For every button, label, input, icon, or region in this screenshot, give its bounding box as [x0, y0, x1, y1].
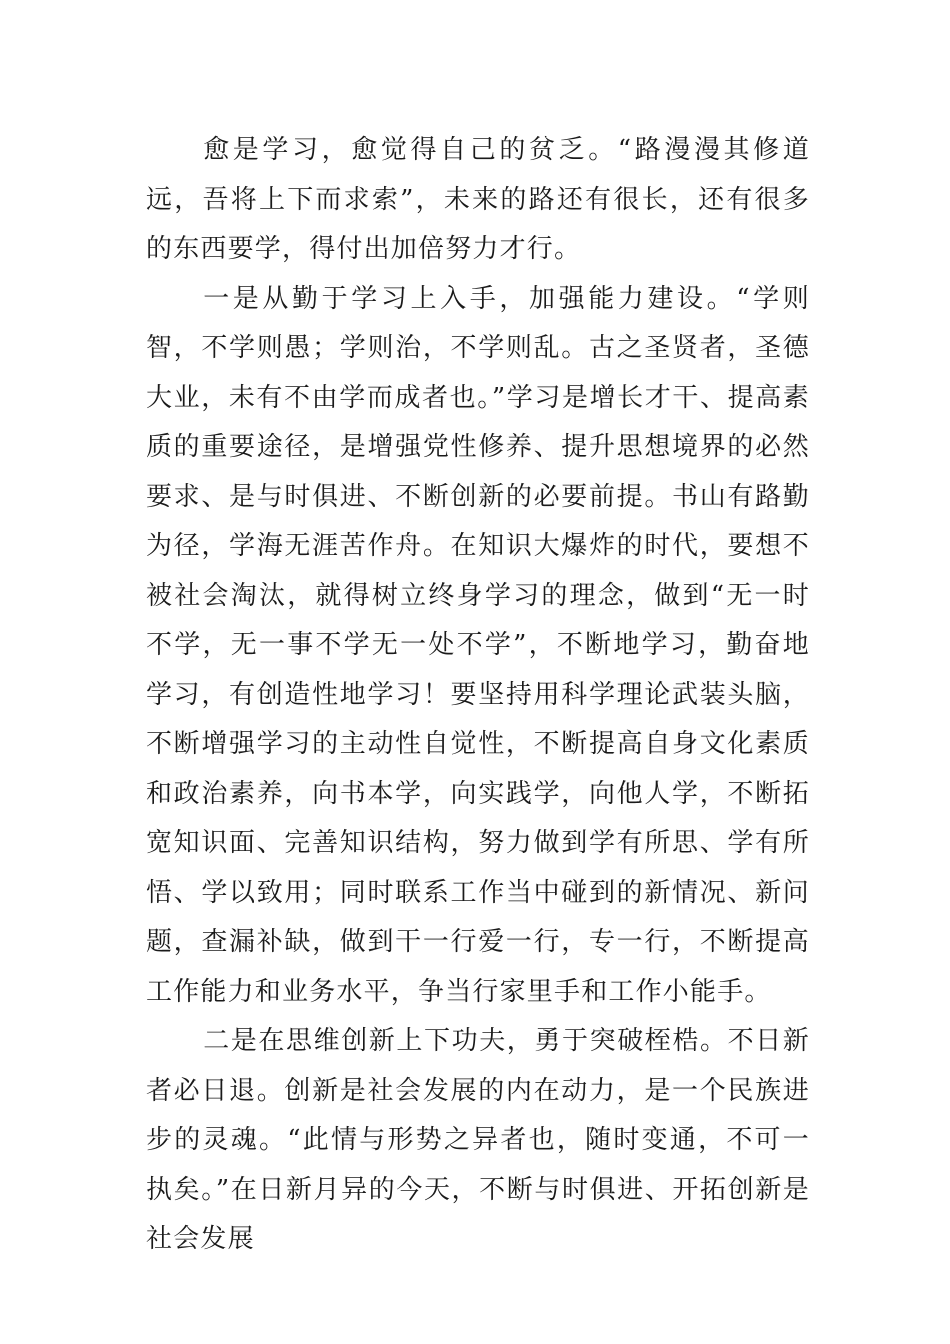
paragraph-3: 二是在思维创新上下功夫，勇于突破桎梏。不日新者必日退。创新是社会发展的内在动力，是一个民族进步的灵魂。“此情与形势之异者也，随时变通，不可一执矣。”在日新月异的今天，不断与时俱进、开拓创新是社会发展 [146, 1026, 810, 1254]
document-body [146, 126, 810, 1265]
paragraph-2: 一是从勤于学习上入手，加强能力建设。“学则智，不学则愚；学则治，不学则乱。古之圣贤者，圣德大业，未有不由学而成者也。”学习是增长才干、提高素质的重要途径，是增强党性修养、提升思想境界的必然要求、是与时俱进、不断创新的必要前提。书山有路勤为径，学海无涯苦作舟。在知识大爆炸的时代，要想不被社会淘汰，就得树立终身学习的理念，做到“无一时不学，无一事不学无一处不学”，不断地学习，勤奋地学习，有创造性地学习！要坚持用科学理论武装头脑，不断增强学习的主动性自觉性，不断提高自身文化素质和政治素养，向书本学，向实践学，向他人学，不断拓宽知识面、完善知识结构，努力做到学有所思、学有所悟、学以致用；同时联系工作当中碰到的新情况、新问题，查漏补缺，做到干一行爱一行，专一行，不断提高工作能力和业务水平，争当行家里手和工作小能手。 [146, 283, 810, 1007]
paragraph-1: 愈是学习，愈觉得自己的贫乏。“路漫漫其修道远，吾将上下而求索”，未来的路还有很长，还有很多的东西要学，得付出加倍努力才行。 [146, 135, 810, 264]
